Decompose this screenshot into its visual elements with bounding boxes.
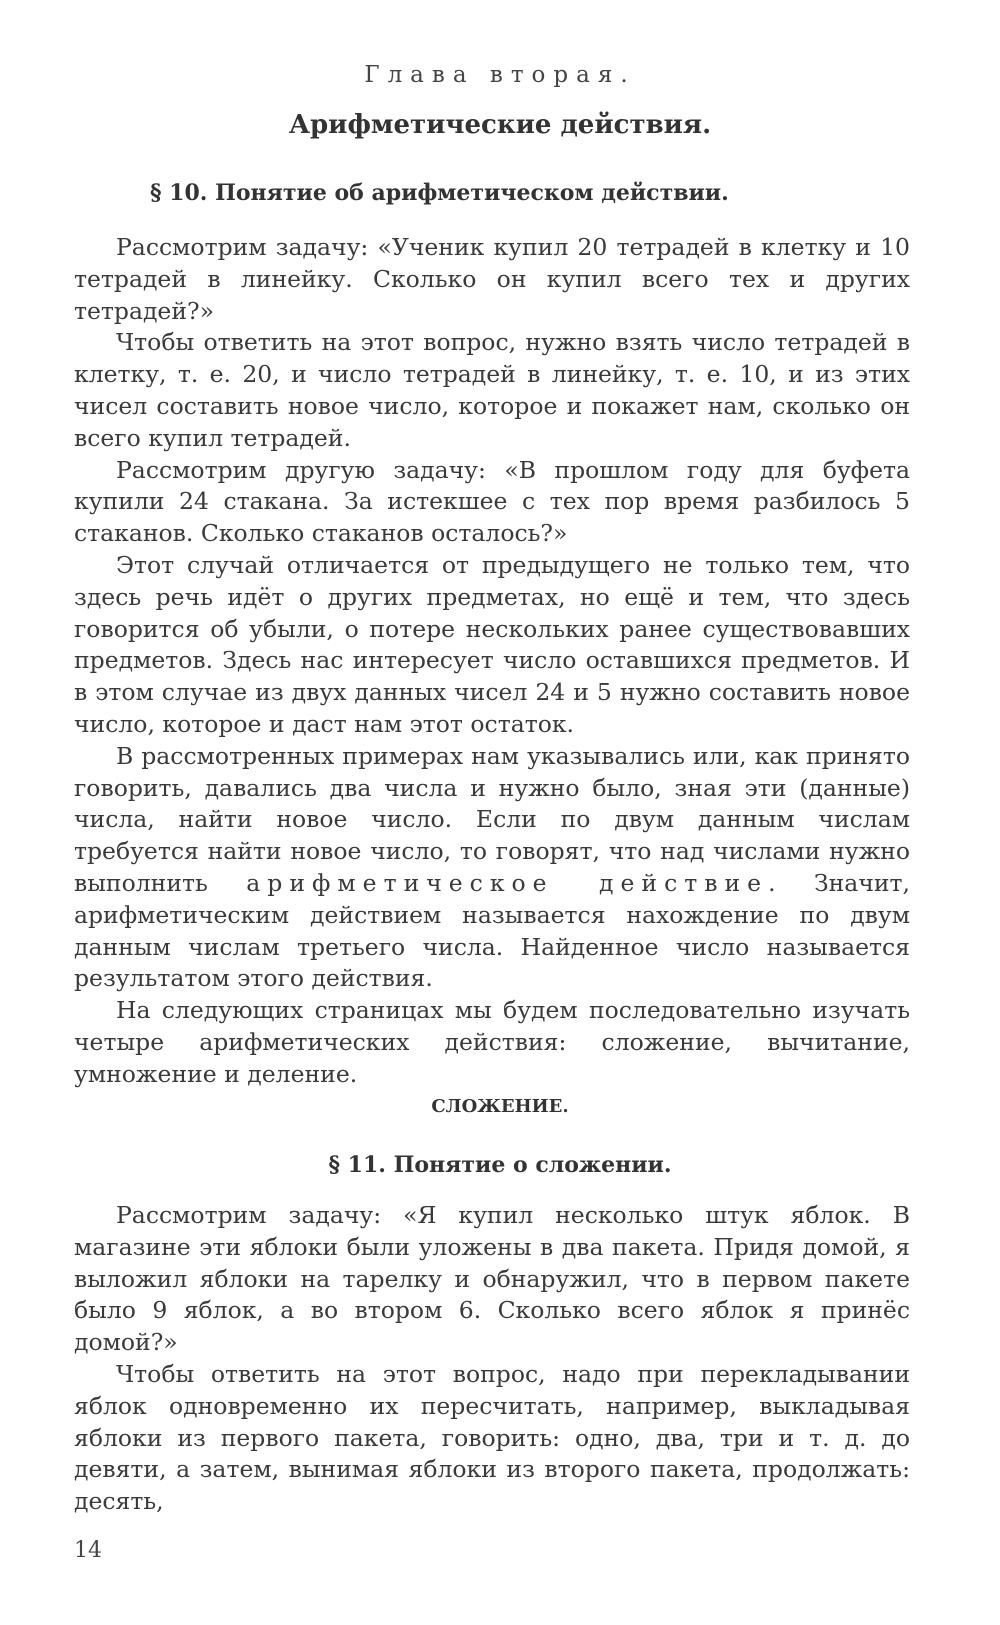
part-heading: СЛОЖЕНИЕ. — [431, 1096, 569, 1117]
section-10-heading: § 10. Понятие об арифметическом действии. — [150, 180, 729, 206]
section-11-body — [74, 1200, 910, 1518]
paragraph-text: В рассмотренных примерах нам указывались или, как принято говорить, давались два числа и нужно было, зная эти (данные) числа, найти новое число. Если по двум данным числам требуется найти новое число, то говорят, что над числами нужно выполнить — [74, 741, 910, 897]
paragraph: Рассмотрим задачу: «Я купил несколько штук яблок. В магазине эти яблоки были уложены в два пакета. Придя домой, я выложил яблоки на тарелку и обнаружил, что в первом пакете было 9 яблок, а во втором 6. Сколько всего яблок я принёс домой?» — [74, 1201, 910, 1357]
paragraph: Чтобы ответить на этот вопрос, надо при перекладывании яблок одновременно их пересчитать, например, выкладывая яблоки из первого пакета, говорить: одно, два, три и т. д. до девяти, а затем, вынимая яблоки из второго пакета, продолжать: десять, — [74, 1359, 910, 1516]
paragraph: Рассмотрим другую задачу: «В прошлом году для буфета купили 24 стакана. За истекшее с тех пор время разбилось 5 стаканов. Сколько стаканов осталось?» — [74, 455, 910, 548]
page-number: 14 — [74, 1538, 102, 1563]
section-10-body — [74, 232, 910, 1091]
chapter-title: Арифметические действия. — [288, 110, 712, 140]
paragraph: На следующих страницах мы будем последовательно изучать четыре арифметических действия: сложение, вычитание, умножение и деление. — [74, 996, 910, 1088]
paragraph: Рассмотрим задачу: «Ученик купил 20 тетрадей в клетку и 10 тетрадей в линейку. Сколько он купил всего тех и других тетрадей?» — [74, 233, 910, 325]
paragraph-text: . Значит, арифметическим действием называется нахождение по двум данным числам третьего числа. Найденное число называется результатом этого действия. — [74, 868, 910, 993]
section-11-heading: § 11. Понятие о сложении. — [328, 1152, 672, 1178]
paragraph: Этот случай отличается от предыдущего не только тем, что здесь речь идёт о других предметах, но ещё и тем, что здесь говорится об убыли, о потере нескольких ранее существовавших предметов. Здесь нас интересует число оставшихся предметов. И в этом случае из двух данных чисел 24 и 5 нужно составить новое число, которое и даст нам этот остаток. — [74, 550, 910, 738]
paragraph — [74, 741, 910, 995]
emphasized-term: арифметическое действие — [246, 868, 769, 897]
chapter-label: Глава вторая. — [364, 62, 636, 88]
paragraph: Чтобы ответить на этот вопрос, нужно взять число тетрадей в клетку, т. е. 20, и число тетрадей в линейку, т. е. 10, и из этих чисел составить новое число, которое и покажет нам, сколько он всего купил тетрадей. — [74, 328, 910, 452]
